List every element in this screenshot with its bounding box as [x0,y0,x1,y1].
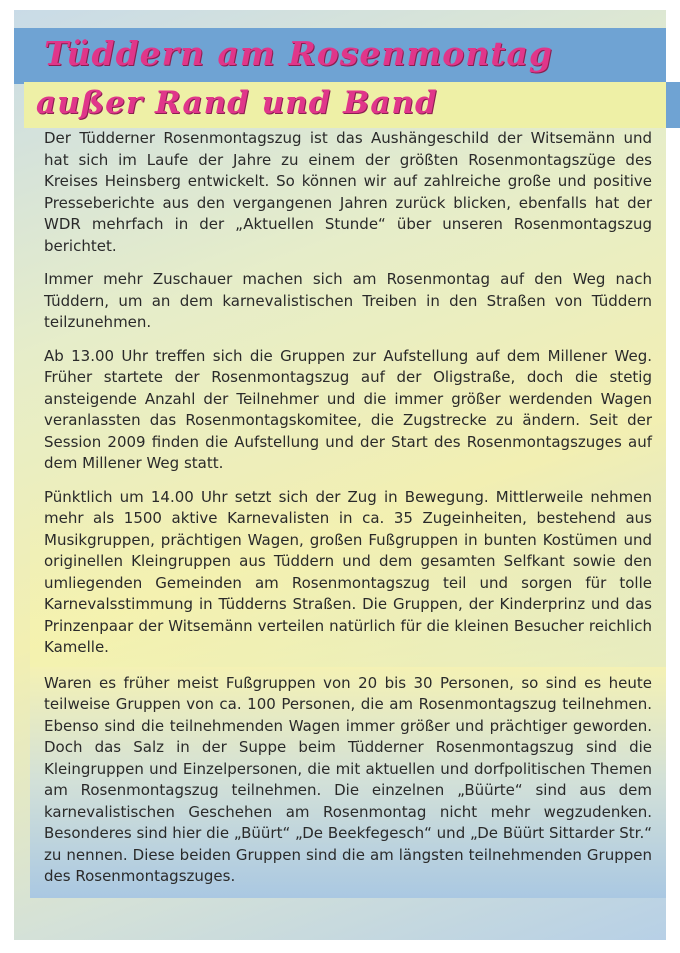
article-page [14,10,666,940]
article-title: Tüddern am Rosenmontag [44,34,553,73]
article-body [30,128,666,898]
article-subtitle: außer Rand und Band [36,85,438,121]
paragraph-spectators: Immer mehr Zuschauer machen sich am Rosenmontag auf den Weg nach Tüddern, um an dem karnevalistischen Treiben in den Straßen von Tüddern teilzunehmen. [44,270,652,331]
paragraph-assembly: Ab 13.00 Uhr treffen sich die Gruppen zur Aufstellung auf dem Millener Weg. Früher startete der Rosenmontagszug auf der Oligstraße, doch die stetig ansteigende Anzahl der Teilnehmer und die immer größer werdenden Wagen veranlassten das Rosenmontagskomitee, die Zugstrecke zu ändern. Seit der Session 2009 finden die Aufstellung und der Start des Rosenmontagszuges auf dem Millener Weg statt. [44,346,652,472]
paragraph-parade-start: Pünktlich um 14.00 Uhr setzt sich der Zug in Bewegung. Mittlerweile nehmen mehr als 1500 aktive Karnevalisten in ca. 35 Zugeinheiten, bestehend aus Musikgruppen, prächtigen Wagen, großen Fußgruppen in bunten Kostümen und originellen Kleingruppen aus Tüddern und dem gesamten Selfkant sowie den umliegenden Gemeinden am Rosenmontagszug teil und sorgen für tolle Karnevalsstimmung in Tüdderns Straßen. Die Gruppen, der Kinderprinz und das Prinzenpaar der Witsemänn verteilen natürlich für die kleinen Besucher reichlich Kamelle. [30,483,666,667]
paragraph-intro: Der Tüdderner Rosenmontagszug ist das Aushängeschild der Witsemänn und hat sich im Laufe der Jahre zu einem der größten Rosenmontagszüge des Kreises Heinsberg entwickelt. So können wir auf zahlreiche große und positive Presseberichte aus den vergangenen Jahren zurück blicken, ebenfalls hat der WDR mehrfach in der „Aktuellen Stunde“ über unseren Rosenmontagszug berichtet. [44,129,652,255]
paragraph-groups: Waren es früher meist Fußgruppen von 20 bis 30 Personen, so sind es heute teilweise Gruppen von ca. 100 Personen, die am Rosenmontagszug teilnehmen. Ebenso sind die teilnehmenden Wagen immer größer und prächtiger geworden. Doch das Salz in der Suppe beim Tüdderner Rosenmontagszug sind die Kleingruppen und Einzelpersonen, die mit aktuellen und dorfpolitischen Themen am Rosenmontagszug teilnehmen. Die einzelnen „Büürte“ sind aus dem karnevalistischen Geschehen am Rosenmontag nicht mehr wegzudenken. Besonderes sind hier die „Büürt“ „De Beekfegesch“ und „De Büürt Sittarder Str.“ zu nennen. Diese beiden Gruppen sind die am längsten teilnehmenden Gruppen des Rosenmontagszuges. [30,667,666,898]
